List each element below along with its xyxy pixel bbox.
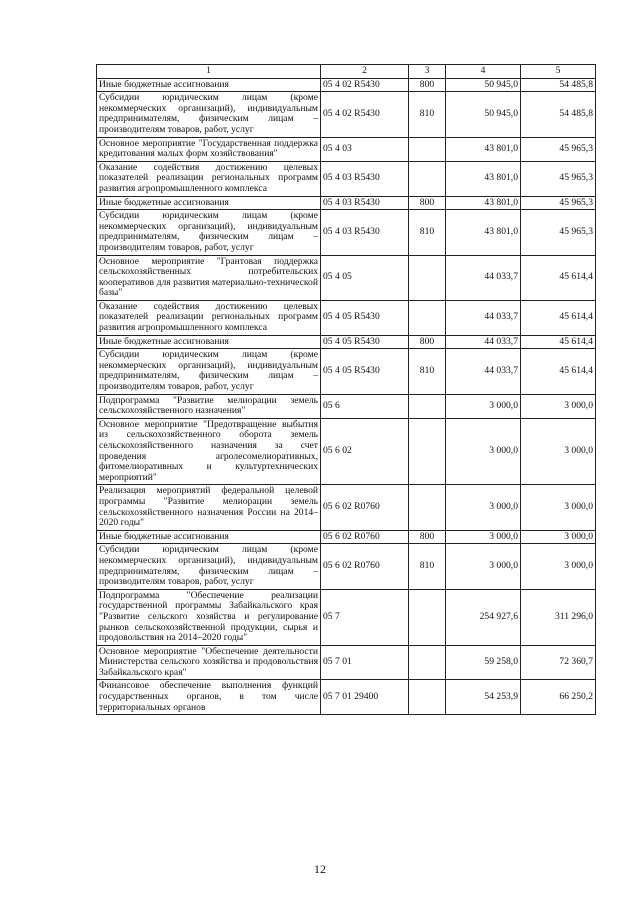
table-row — [97, 394, 596, 418]
row-kvr-cell: 800 — [409, 196, 446, 210]
row-kvr-cell: 800 — [409, 78, 446, 92]
row-kvr-cell — [409, 300, 446, 335]
row-sum-2020-cell: 72 360,7 — [521, 645, 596, 680]
row-code-cell: 05 6 02 R0760 — [321, 485, 409, 530]
row-sum-2020-cell: 45 614,4 — [521, 349, 596, 394]
row-sum-2020-cell: 54 485,8 — [521, 92, 596, 137]
row-code-cell: 05 7 — [321, 589, 409, 645]
header-cell: 3 — [409, 65, 446, 79]
row-kvr-cell: 810 — [409, 349, 446, 394]
row-code-cell: 05 6 02 — [321, 418, 409, 485]
row-code-cell: 05 6 02 R0760 — [321, 544, 409, 589]
row-code-cell: 05 4 05 — [321, 255, 409, 300]
row-sum-2019-cell: 43 801,0 — [446, 161, 521, 196]
row-name-cell: Субсидии юридическим лицам (кроме некоммерческих организаций), индивидуальным предпринимателям, физическим лицам – производителям товаров, работ, услуг — [97, 544, 321, 589]
row-kvr-cell — [409, 680, 446, 715]
row-name-cell: Оказание содействия достижению целевых показателей реализации региональных программ развития агропромышленного комплекса — [97, 161, 321, 196]
row-kvr-cell: 810 — [409, 210, 446, 255]
table-row — [97, 255, 596, 300]
table-row — [97, 335, 596, 349]
row-sum-2019-cell: 254 927,6 — [446, 589, 521, 645]
row-name-cell: Подпрограмма "Развитие мелиорации земель сельскохозяйственного назначения" — [97, 394, 321, 418]
row-sum-2019-cell: 44 033,7 — [446, 335, 521, 349]
page-number: 12 — [314, 862, 326, 876]
row-code-cell: 05 7 01 29400 — [321, 680, 409, 715]
row-name-cell: Основное мероприятие "Государственная поддержка кредитования малых форм хозяйствования" — [97, 137, 321, 161]
row-sum-2019-cell: 44 033,7 — [446, 255, 521, 300]
row-kvr-cell: 800 — [409, 530, 446, 544]
row-code-cell: 05 6 02 R0760 — [321, 530, 409, 544]
row-name-cell: Основное мероприятие "Грантовая поддержка сельскохозяйственных потребительских кооперативов для развития материально-технической базы" — [97, 255, 321, 300]
row-sum-2020-cell: 45 965,3 — [521, 196, 596, 210]
table-row — [97, 92, 596, 137]
row-kvr-cell — [409, 485, 446, 530]
table-row — [97, 544, 596, 589]
row-sum-2020-cell: 45 965,3 — [521, 161, 596, 196]
row-name-cell: Субсидии юридическим лицам (кроме некоммерческих организаций), индивидуальным предпринимателям, физическим лицам – производителям товаров, работ, услуг — [97, 210, 321, 255]
table-header-row — [97, 65, 596, 79]
row-kvr-cell — [409, 589, 446, 645]
table-row — [97, 196, 596, 210]
row-kvr-cell: 800 — [409, 335, 446, 349]
row-name-cell: Финансовое обеспечение выполнения функций государственных органов, в том числе территориальных органов — [97, 680, 321, 715]
row-code-cell: 05 4 03 R5430 — [321, 196, 409, 210]
table-row — [97, 589, 596, 645]
row-code-cell: 05 4 03 — [321, 137, 409, 161]
row-sum-2020-cell: 45 614,4 — [521, 300, 596, 335]
row-sum-2019-cell: 3 000,0 — [446, 394, 521, 418]
budget-table — [96, 64, 596, 715]
table-row — [97, 78, 596, 92]
table-row — [97, 161, 596, 196]
row-sum-2019-cell: 44 033,7 — [446, 349, 521, 394]
row-sum-2020-cell: 3 000,0 — [521, 394, 596, 418]
table-row — [97, 680, 596, 715]
row-sum-2019-cell: 43 801,0 — [446, 196, 521, 210]
row-sum-2019-cell: 43 801,0 — [446, 210, 521, 255]
row-sum-2020-cell: 3 000,0 — [521, 530, 596, 544]
row-name-cell: Иные бюджетные ассигнования — [97, 335, 321, 349]
row-sum-2020-cell: 45 614,4 — [521, 255, 596, 300]
row-sum-2019-cell: 3 000,0 — [446, 418, 521, 485]
header-cell: 1 — [97, 65, 321, 79]
table-row — [97, 210, 596, 255]
row-sum-2020-cell: 45 614,4 — [521, 335, 596, 349]
row-sum-2019-cell: 3 000,0 — [446, 544, 521, 589]
row-kvr-cell — [409, 137, 446, 161]
row-kvr-cell — [409, 418, 446, 485]
row-kvr-cell — [409, 394, 446, 418]
row-name-cell: Субсидии юридическим лицам (кроме некоммерческих организаций), индивидуальным предпринимателям, физическим лицам – производителям товаров, работ, услуг — [97, 92, 321, 137]
table-row — [97, 530, 596, 544]
row-sum-2020-cell: 45 965,3 — [521, 210, 596, 255]
table-row — [97, 137, 596, 161]
row-sum-2019-cell: 3 000,0 — [446, 485, 521, 530]
row-sum-2019-cell: 44 033,7 — [446, 300, 521, 335]
row-sum-2019-cell: 59 258,0 — [446, 645, 521, 680]
row-sum-2019-cell: 50 945,0 — [446, 78, 521, 92]
row-kvr-cell: 810 — [409, 92, 446, 137]
row-sum-2020-cell: 66 250,2 — [521, 680, 596, 715]
row-sum-2019-cell: 50 945,0 — [446, 92, 521, 137]
row-code-cell: 05 4 05 R5430 — [321, 349, 409, 394]
table-row — [97, 645, 596, 680]
row-code-cell: 05 4 02 R5430 — [321, 92, 409, 137]
row-name-cell: Оказание содействия достижению целевых показателей реализации региональных программ развития агропромышленного комплекса — [97, 300, 321, 335]
row-name-cell: Основное мероприятие "Обеспечение деятельности Министерства сельского хозяйства и продовольствия Забайкальского края" — [97, 645, 321, 680]
header-cell: 4 — [446, 65, 521, 79]
row-code-cell: 05 4 02 R5430 — [321, 78, 409, 92]
table-row — [97, 418, 596, 485]
row-name-cell: Подпрограмма "Обеспечение реализации государственной программы Забайкальского края "Развитие сельского хозяйства и регулирование рынков сельскохозяйственной продукции, сырья и продовольствия на 2014–2020 годы" — [97, 589, 321, 645]
row-name-cell: Субсидии юридическим лицам (кроме некоммерческих организаций), индивидуальным предпринимателям, физическим лицам – производителям товаров, работ, услуг — [97, 349, 321, 394]
row-sum-2020-cell: 3 000,0 — [521, 485, 596, 530]
row-code-cell: 05 4 03 R5430 — [321, 161, 409, 196]
row-sum-2020-cell: 3 000,0 — [521, 418, 596, 485]
row-name-cell: Иные бюджетные ассигнования — [97, 78, 321, 92]
header-cell: 5 — [521, 65, 596, 79]
table-row — [97, 349, 596, 394]
row-kvr-cell: 810 — [409, 544, 446, 589]
row-kvr-cell — [409, 161, 446, 196]
row-code-cell: 05 4 03 R5430 — [321, 210, 409, 255]
table-row — [97, 300, 596, 335]
row-sum-2019-cell: 43 801,0 — [446, 137, 521, 161]
row-code-cell: 05 4 05 R5430 — [321, 300, 409, 335]
row-sum-2020-cell: 45 965,3 — [521, 137, 596, 161]
row-kvr-cell — [409, 255, 446, 300]
row-sum-2020-cell: 311 296,0 — [521, 589, 596, 645]
row-sum-2020-cell: 54 485,8 — [521, 78, 596, 92]
row-sum-2019-cell: 54 253,9 — [446, 680, 521, 715]
row-name-cell: Иные бюджетные ассигнования — [97, 530, 321, 544]
row-name-cell: Основное мероприятие "Предотвращение выбытия из сельскохозяйственного оборота земель сельскохозяйственного назначения за счет проведения агролесомелиоративных, фитомелиоративных и культуртехнических мероприятий" — [97, 418, 321, 485]
header-cell: 2 — [321, 65, 409, 79]
row-name-cell: Реализация мероприятий федеральной целевой программы "Развитие мелиорации земель сельскохозяйственного назначения России на 2014–2020 годы" — [97, 485, 321, 530]
row-name-cell: Иные бюджетные ассигнования — [97, 196, 321, 210]
table-row — [97, 485, 596, 530]
row-code-cell: 05 7 01 — [321, 645, 409, 680]
row-sum-2019-cell: 3 000,0 — [446, 530, 521, 544]
row-code-cell: 05 6 — [321, 394, 409, 418]
row-sum-2020-cell: 3 000,0 — [521, 544, 596, 589]
row-code-cell: 05 4 05 R5430 — [321, 335, 409, 349]
row-kvr-cell — [409, 645, 446, 680]
